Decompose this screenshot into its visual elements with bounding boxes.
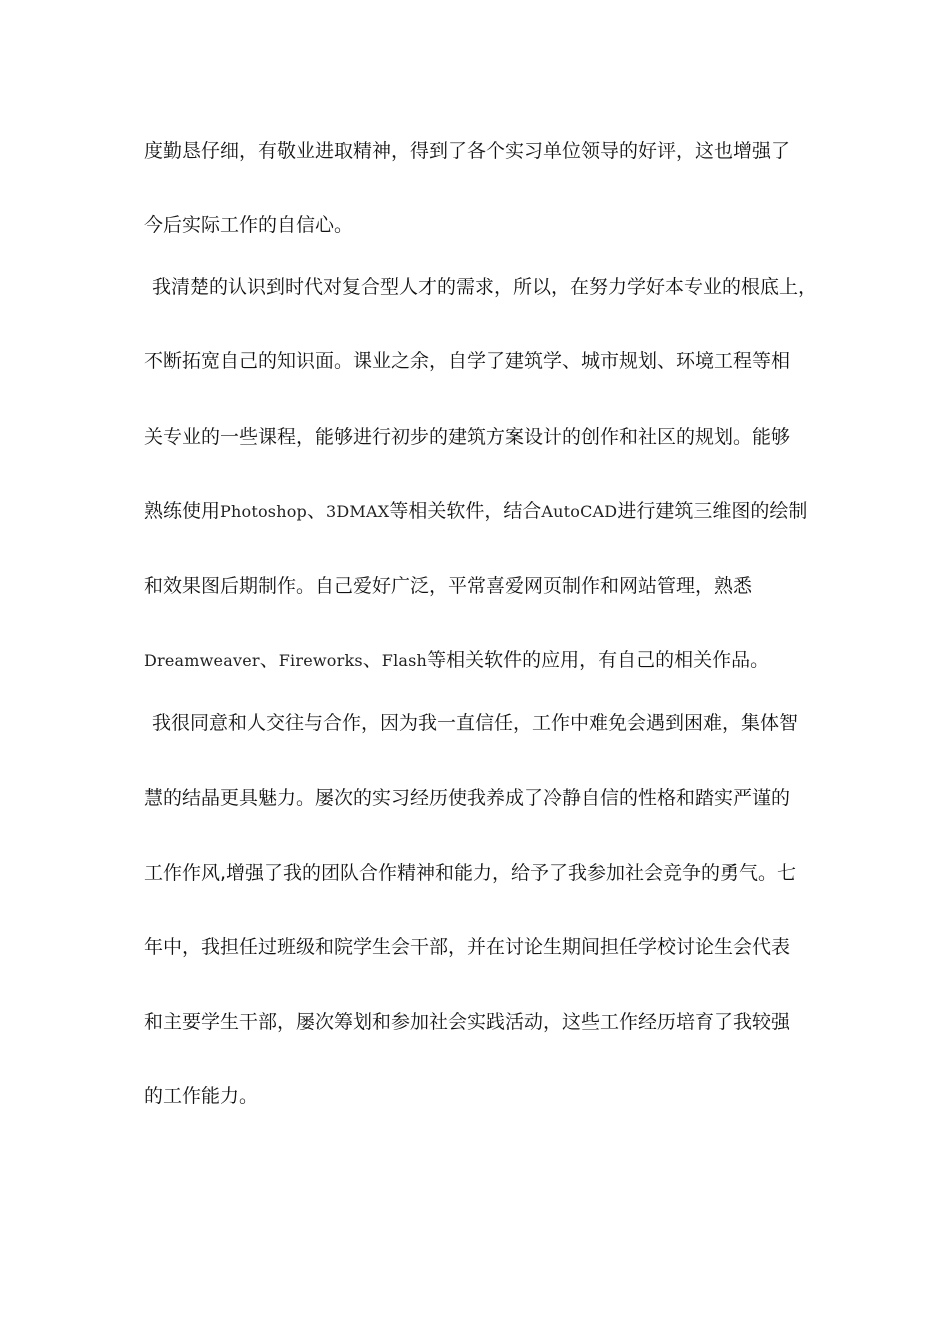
text-segment: 、: [362, 649, 382, 671]
text-segment: 、: [259, 649, 279, 671]
text-segment: 等相关软件的应用，有自己的相关作品。: [427, 649, 770, 671]
text-segment: 进行建筑三维图的绘制: [617, 500, 808, 522]
text-line-14: 的工作能力。: [144, 1085, 259, 1107]
software-name: Dreamweaver: [144, 651, 260, 670]
text-segment: 、: [306, 500, 326, 522]
text-segment: 等相关软件，结合: [389, 500, 542, 522]
software-name: AutoCAD: [541, 502, 618, 521]
text-line-6: [144, 496, 824, 526]
software-name: Fireworks: [278, 651, 363, 670]
text-line-12: 年中，我担任过班级和院学生会干部，并在讨论生期间担任学校讨论生会代表: [144, 936, 791, 958]
software-name: Photoshop: [220, 502, 307, 521]
text-line-1: 度勤恳仔细，有敬业进取精神，得到了各个实习单位领导的好评，这也增强了: [144, 140, 791, 162]
text-line-7: 和效果图后期制作。自己爱好广泛，平常喜爱网页制作和网站管理，熟悉: [144, 575, 753, 597]
text-segment: 熟练使用: [144, 500, 221, 522]
text-line-8: [144, 645, 824, 675]
software-name: 3DMAX: [326, 502, 390, 521]
text-line-5: 关专业的一些课程，能够进行初步的建筑方案设计的创作和社区的规划。能够: [144, 426, 791, 448]
text-line-9: 我很同意和人交往与合作，因为我一直信任，工作中难免会遇到困难，集体智: [152, 712, 799, 734]
text-line-2: 今后实际工作的自信心。: [144, 214, 354, 236]
text-line-11: 工作作风,增强了我的团队合作精神和能力，给予了我参加社会竞争的勇气。七: [144, 862, 797, 884]
software-name: Flash: [381, 651, 428, 670]
text-line-4: 不断拓宽自己的知识面。课业之余，自学了建筑学、城市规划、环境工程等相: [144, 350, 791, 372]
text-line-10: 慧的结晶更具魅力。屡次的实习经历使我养成了冷静自信的性格和踏实严谨的: [144, 787, 791, 809]
text-line-3: 我清楚的认识到时代对复合型人才的需求，所以，在努力学好本专业的根底上，: [152, 276, 818, 298]
text-line-13: 和主要学生干部，屡次筹划和参加社会实践活动，这些工作经历培育了我较强: [144, 1011, 791, 1033]
